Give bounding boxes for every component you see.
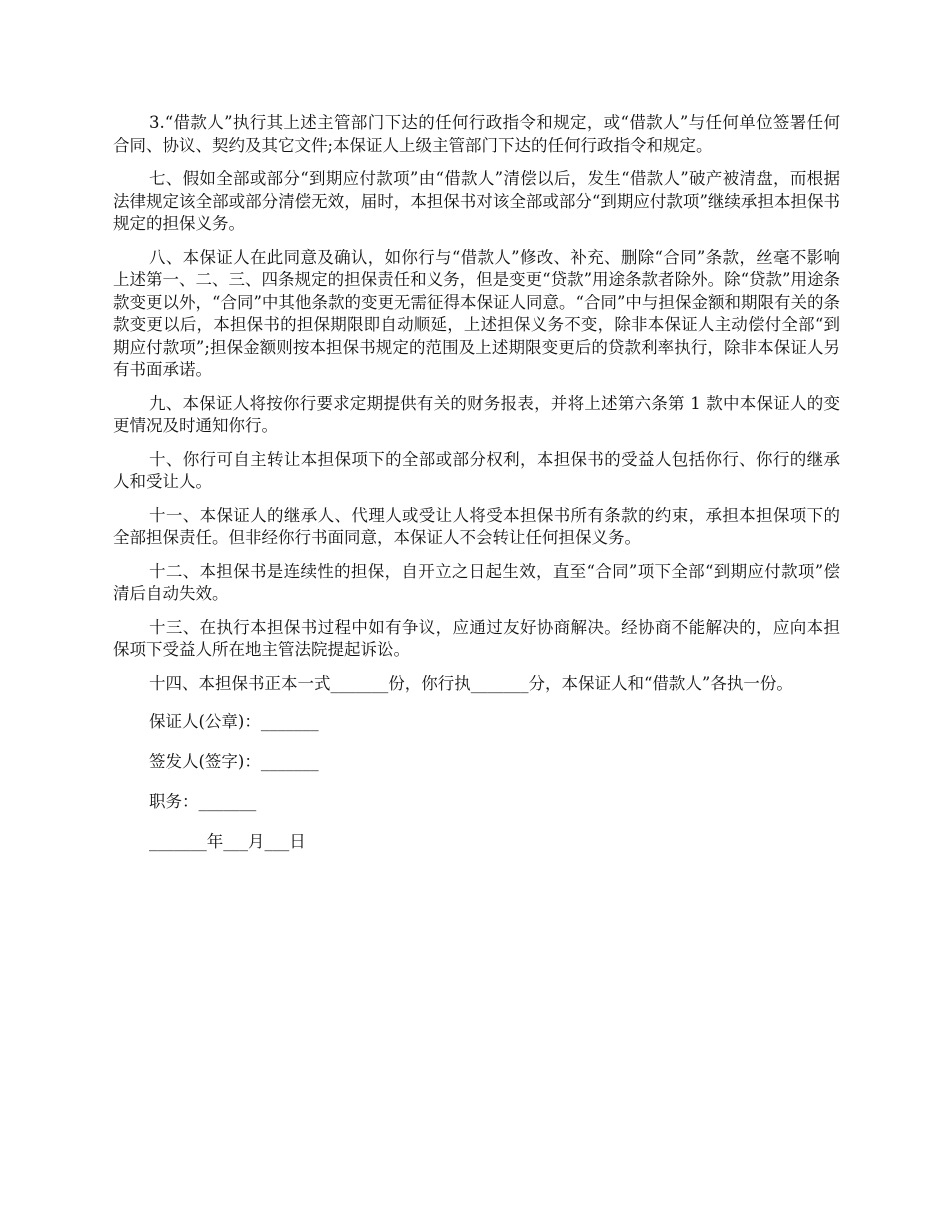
clause-12-paragraph: 十二、本担保书是连续性的担保，自开立之日起生效，直至“合同”项下全部“到期应付款项”偿清后自动失效。 (113, 561, 840, 603)
clause-3-paragraph: 3.“借款人”执行其上述主管部门下达的任何行政指令和规定，或“借款人”与任何单位签署任何合同、协议、契约及其它文件;本保证人上级主管部门下达的任何行政指令和规定。 (113, 113, 840, 155)
clause-14-paragraph: 十四、本担保书正本一式_______份，你行执_______分，本保证人和“借款人”各执一份。 (149, 673, 793, 693)
clause-7-paragraph: 七、假如全部或部分“到期应付款项”由“借款人”清偿以后，发生“借款人”破产被清盘，而根据法律规定该全部或部分清偿无效，届时，本担保书对该全部或部分“到期应付款项”继续承担本担保书规定的担保义务。 (113, 169, 840, 233)
guarantor-seal-line: 保证人(公章)：_______ (149, 712, 319, 731)
issuer-signature-line: 签发人(签字)：_______ (149, 752, 319, 771)
clause-13-paragraph: 十三、在执行本担保书过程中如有争议，应通过友好协商解决。经协商不能解决的，应向本担保项下受益人所在地主管法院提起诉讼。 (113, 617, 840, 659)
position-line: 职务：_______ (149, 792, 257, 811)
clause-8-paragraph: 八、本保证人在此同意及确认，如你行与“借款人”修改、补充、删除“合同”条款，丝毫不影响上述第一、二、三、四条规定的担保责任和义务，但是变更“贷款”用途条款者除外。除“贷款”用途条款变更以外，“合同”中其他条款的变更无需征得本保证人同意。“合同”中与担保金额和期限有关的条款变更以后，本担保书的担保期限即自动顺延，上述担保义务不变，除非本保证人主动偿付全部“到期应付款项”;担保金额则按本担保书规定的范围及上述期限变更后的贷款利率执行，除非本保证人另有书面承诺。 (113, 247, 840, 379)
date-line: _______年___月___日 (149, 832, 306, 851)
signature-block (113, 711, 840, 853)
document-page (113, 112, 840, 871)
clause-10-paragraph: 十、你行可自主转让本担保项下的全部或部分权利，本担保书的受益人包括你行、你行的继承人和受让人。 (113, 449, 840, 491)
clause-11-paragraph: 十一、本保证人的继承人、代理人或受让人将受本担保书所有条款的约束，承担本担保项下的全部担保责任。但非经你行书面同意，本保证人不会转让任何担保义务。 (113, 505, 840, 547)
clause-9-paragraph: 九、本保证人将按你行要求定期提供有关的财务报表，并将上述第六条第 1 款中本保证人的变更情况及时通知你行。 (113, 393, 840, 435)
